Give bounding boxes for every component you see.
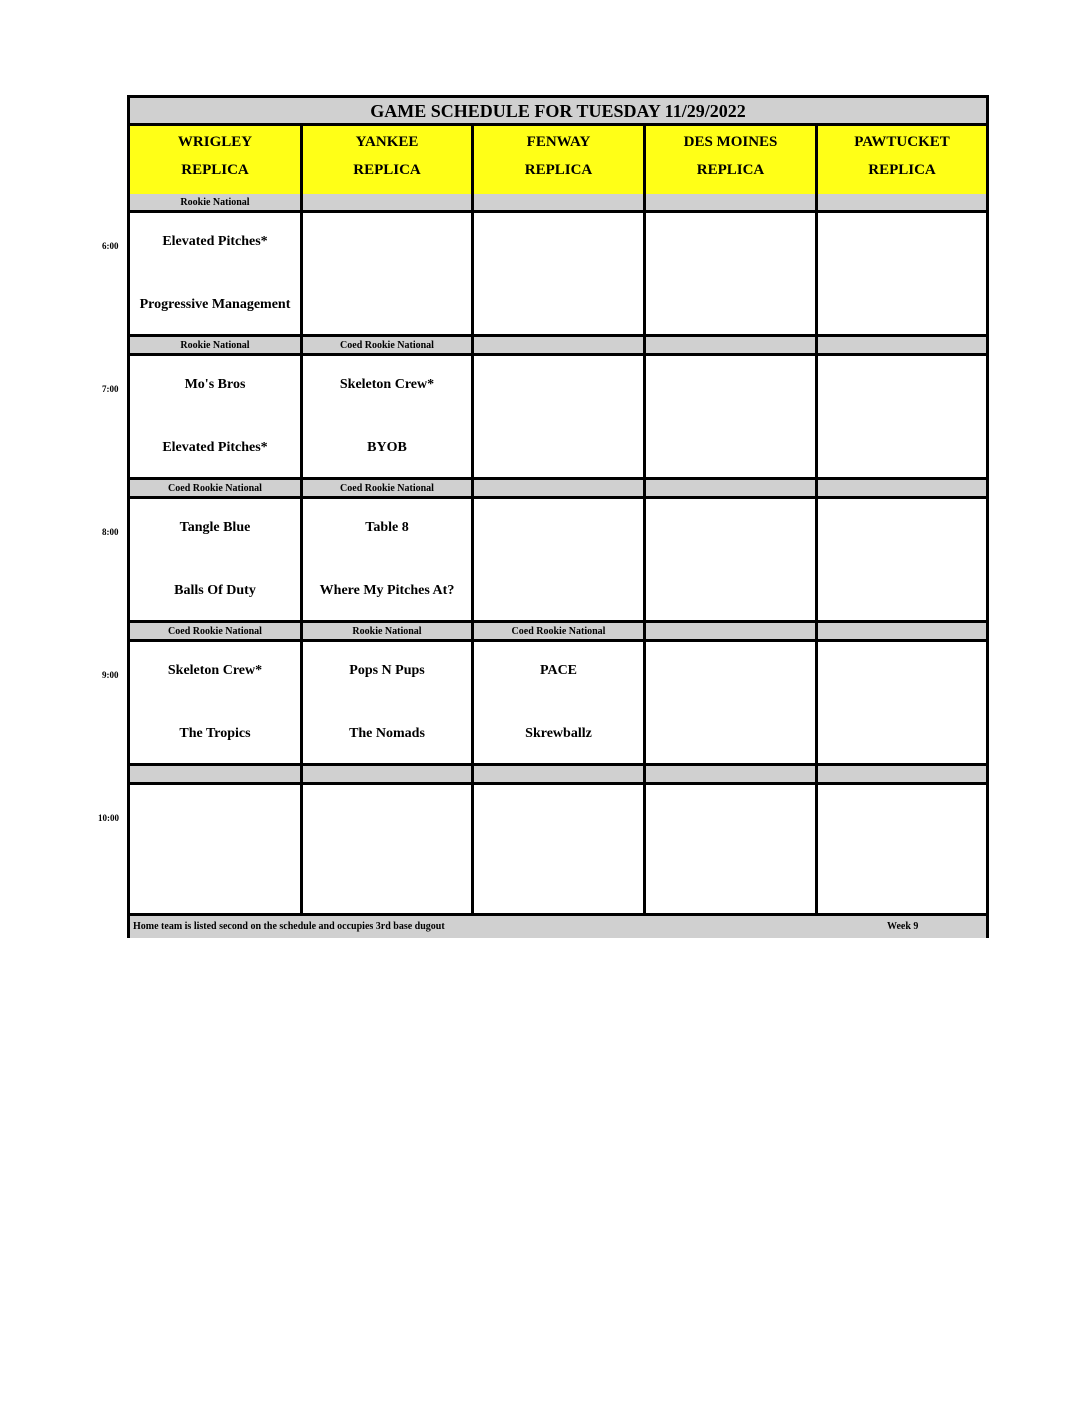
division-label (646, 766, 815, 785)
venue-name: YANKEE (355, 134, 419, 150)
home-team: Where My Pitches At? (319, 583, 455, 598)
schedule-footer (130, 913, 986, 938)
division-label (130, 766, 300, 785)
time-label: 7:00 (102, 384, 119, 394)
column-divider (643, 123, 646, 913)
division-label (474, 766, 643, 785)
time-label: 8:00 (102, 527, 119, 537)
schedule-table (127, 95, 989, 938)
venue-subtitle: REPLICA (868, 162, 936, 178)
venue-subtitle: REPLICA (524, 162, 593, 178)
venue-name: PAWTUCKET (854, 134, 950, 150)
away-team: Tangle Blue (179, 520, 251, 535)
away-team: PACE (539, 663, 578, 678)
away-team: Elevated Pitches* (162, 234, 268, 249)
division-label (474, 337, 643, 356)
division-label (303, 766, 471, 785)
away-team: Pops N Pups (349, 663, 425, 678)
division-label (818, 766, 986, 785)
division-label: Coed Rookie National (303, 337, 471, 356)
venue-subtitle: REPLICA (181, 162, 249, 178)
venue-header (303, 126, 471, 197)
time-label: 6:00 (102, 241, 119, 251)
home-team: BYOB (367, 440, 407, 455)
division-label (818, 480, 986, 499)
division-label: Coed Rookie National (130, 480, 300, 499)
division-label (646, 194, 815, 213)
division-label: Coed Rookie National (130, 623, 300, 642)
away-team: Mo's Bros (184, 377, 246, 392)
home-team-note: Home team is listed second on the schedule and occupies 3rd base dugout (133, 921, 445, 932)
home-team: The Tropics (179, 726, 251, 741)
division-label: Coed Rookie National (303, 480, 471, 499)
venue-header (474, 126, 643, 197)
week-label: Week 9 (887, 921, 919, 932)
column-divider (471, 123, 474, 913)
division-label: Rookie National (130, 194, 300, 213)
venue-header (130, 126, 300, 197)
away-team: Skeleton Crew* (167, 663, 263, 678)
column-divider (815, 123, 818, 913)
home-team: Balls Of Duty (174, 583, 256, 598)
division-label (303, 194, 471, 213)
venue-header (818, 126, 986, 197)
division-label: Coed Rookie National (474, 623, 643, 642)
division-label: Rookie National (130, 337, 300, 356)
venue-subtitle: REPLICA (353, 162, 421, 178)
time-label: 9:00 (102, 670, 119, 680)
division-label (646, 480, 815, 499)
column-divider (300, 123, 303, 913)
time-label: 10:00 (98, 813, 119, 823)
division-label (818, 623, 986, 642)
home-team: Elevated Pitches* (162, 440, 268, 455)
away-team: Skeleton Crew* (339, 377, 435, 392)
venue-subtitle: REPLICA (696, 162, 765, 178)
home-team: Skrewballz (525, 726, 592, 741)
home-team: Progressive Management (139, 297, 291, 312)
home-team: The Nomads (349, 726, 425, 741)
division-label (818, 194, 986, 213)
venue-name: WRIGLEY (177, 134, 253, 150)
division-label (474, 480, 643, 499)
division-label (474, 194, 643, 213)
division-label (818, 337, 986, 356)
schedule-title: GAME SCHEDULE FOR TUESDAY 11/29/2022 (130, 98, 986, 126)
division-label: Rookie National (303, 623, 471, 642)
division-label (646, 337, 815, 356)
venue-name: FENWAY (526, 134, 591, 150)
division-label (646, 623, 815, 642)
venue-name: DES MOINES (683, 134, 778, 150)
away-team: Table 8 (365, 520, 409, 535)
venue-header (646, 126, 815, 197)
